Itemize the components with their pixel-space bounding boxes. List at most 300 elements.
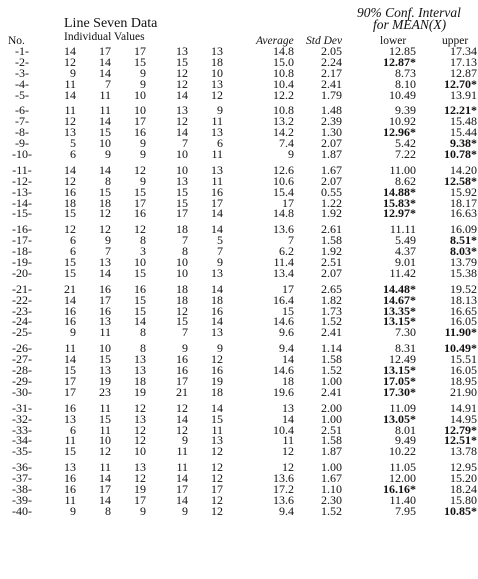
individual-value: 14	[64, 292, 76, 307]
stddev-value: 1.82	[321, 292, 342, 307]
table-subtitle: Individual Values	[64, 31, 145, 43]
upper-bound-value: 14.20	[450, 162, 477, 177]
individual-value: 11	[176, 444, 188, 459]
average-value: 9.4	[279, 503, 294, 518]
stddev-value: 1.48	[321, 103, 342, 118]
lower-bound-value: 7.95	[395, 503, 416, 518]
individual-value: 9	[140, 147, 146, 162]
upper-bound-value: 16.05	[450, 363, 477, 378]
stddev-value: 1.14	[321, 341, 342, 356]
stddev-value: 1.00	[321, 373, 342, 388]
individual-value: 16	[176, 363, 188, 378]
row-number: -34-	[12, 433, 32, 448]
upper-bound-value: 10.49*	[444, 341, 477, 356]
average-value: 17	[282, 281, 294, 296]
individual-value: 12	[64, 114, 76, 129]
individual-value: 17	[134, 114, 146, 129]
upper-bound-value: 15.92	[450, 184, 477, 199]
individual-value: 18	[99, 195, 111, 210]
individual-value: 15	[64, 265, 76, 280]
row-number: -20-	[12, 265, 32, 280]
individual-value: 13	[176, 44, 188, 58]
individual-value: 15	[64, 206, 76, 221]
row-group	[0, 343, 478, 397]
individual-value: 12	[99, 444, 111, 459]
individual-value: 10	[134, 87, 146, 102]
individual-value: 14	[211, 400, 223, 415]
individual-value: 12	[176, 65, 188, 80]
row-number: -19-	[12, 255, 32, 270]
individual-value: 16	[134, 206, 146, 221]
individual-value: 6	[70, 147, 76, 162]
individual-value: 18	[211, 384, 223, 399]
individual-value: 9	[182, 503, 188, 518]
row-number: -9-	[15, 136, 29, 151]
individual-value: 14	[211, 281, 223, 296]
stddev-value: 0.55	[321, 184, 342, 199]
individual-value: 19	[134, 481, 146, 496]
stddev-value: 2.41	[321, 384, 342, 399]
individual-value: 14	[64, 352, 76, 367]
row-group	[0, 281, 478, 340]
upper-bound-value: 16.65	[450, 303, 477, 318]
individual-value: 14	[99, 54, 111, 69]
individual-value: 11	[99, 325, 111, 340]
stddev-value: 2.07	[321, 173, 342, 188]
individual-value: 7	[105, 76, 111, 91]
stddev-value: 2.61	[321, 222, 342, 237]
individual-value: 15	[211, 411, 223, 426]
data-rows	[0, 46, 478, 522]
individual-value: 10	[176, 162, 188, 177]
individual-value: 13	[64, 460, 76, 475]
average-value: 13.2	[273, 114, 294, 129]
row-number: -18-	[12, 244, 32, 259]
individual-value: 11	[99, 87, 111, 102]
lower-bound-value: 11.05	[389, 460, 416, 475]
lower-bound-value: 8.31	[395, 341, 416, 356]
row-group	[0, 103, 478, 162]
lower-bound-value: 17.30*	[383, 384, 416, 399]
individual-value: 12	[134, 433, 146, 448]
stddev-value: 1.58	[321, 433, 342, 448]
individual-value: 12	[64, 54, 76, 69]
individual-value: 15	[176, 184, 188, 199]
lower-bound-value: 12.49	[389, 352, 416, 367]
lower-bound-value: 13.35*	[383, 303, 416, 318]
average-value: 14	[282, 411, 294, 426]
row-number: -29-	[12, 373, 32, 388]
average-value: 10.8	[273, 103, 294, 118]
lower-bound-value: 4.37	[395, 244, 416, 259]
upper-bound-value: 13.91	[450, 87, 477, 102]
individual-value: 18	[211, 292, 223, 307]
individual-value: 9	[70, 503, 76, 518]
individual-value: 16	[64, 314, 76, 329]
individual-value: 11	[64, 433, 76, 448]
individual-value: 12	[211, 444, 223, 459]
individual-value: 17	[64, 384, 76, 399]
individual-value: 10	[176, 265, 188, 280]
individual-value: 11	[99, 460, 111, 475]
upper-bound-value: 21.90	[450, 384, 477, 399]
lower-bound-value: 11.42	[389, 265, 416, 280]
stddev-value: 2.30	[321, 492, 342, 507]
individual-value: 13	[134, 460, 146, 475]
individual-value: 13	[211, 265, 223, 280]
row-group	[0, 162, 478, 221]
lower-bound-value: 13.15*	[383, 314, 416, 329]
stddev-value: 1.73	[321, 303, 342, 318]
upper-bound-value: 12.51*	[444, 433, 477, 448]
table-row	[0, 149, 478, 160]
individual-value: 12	[134, 471, 146, 486]
individual-value: 16	[211, 363, 223, 378]
row-number: -12-	[12, 173, 32, 188]
individual-value: 12	[176, 422, 188, 437]
individual-value: 12	[211, 471, 223, 486]
individual-value: 15	[99, 352, 111, 367]
upper-bound-value: 18.17	[450, 195, 477, 210]
stddev-value: 2.65	[321, 281, 342, 296]
average-value: 14.2	[273, 125, 294, 140]
individual-value: 14	[99, 114, 111, 129]
individual-value: 21	[64, 281, 76, 296]
row-number: -22-	[12, 292, 32, 307]
lower-bound-value: 8.62	[395, 173, 416, 188]
stddev-value: 1.92	[321, 206, 342, 221]
row-number: -26-	[12, 341, 32, 356]
row-group	[0, 400, 478, 459]
individual-value: 14	[99, 162, 111, 177]
individual-value: 16	[64, 400, 76, 415]
individual-value: 15	[64, 444, 76, 459]
average-value: 17	[282, 195, 294, 210]
lower-bound-value: 12.97*	[383, 206, 416, 221]
stddev-value: 1.67	[321, 471, 342, 486]
lower-bound-value: 12.85	[389, 44, 416, 58]
average-value: 10.8	[273, 65, 294, 80]
row-number: -1-	[15, 44, 29, 58]
individual-value: 15	[134, 54, 146, 69]
individual-value: 17	[99, 292, 111, 307]
stddev-value: 2.07	[321, 265, 342, 280]
individual-value: 12	[64, 222, 76, 237]
stddev-value: 1.58	[321, 233, 342, 248]
row-number: -40-	[12, 503, 32, 518]
lower-bound-value: 11.40	[389, 492, 416, 507]
individual-value: 19	[211, 373, 223, 388]
average-value: 12	[282, 460, 294, 475]
row-number: -25-	[12, 325, 32, 340]
individual-value: 16	[211, 303, 223, 318]
individual-value: 7	[105, 244, 111, 259]
individual-value: 13	[211, 325, 223, 340]
individual-value: 8	[140, 233, 146, 248]
individual-value: 12	[211, 503, 223, 518]
individual-value: 13	[211, 125, 223, 140]
individual-value: 17	[99, 44, 111, 58]
average-value: 7	[288, 233, 294, 248]
individual-value: 14	[99, 65, 111, 80]
average-value: 10.6	[273, 173, 294, 188]
lower-bound-value: 8.10	[395, 76, 416, 91]
individual-value: 10	[99, 341, 111, 356]
individual-value: 11	[64, 103, 76, 118]
row-number: -21-	[12, 281, 32, 296]
upper-bound-value: 15.38	[450, 265, 477, 280]
upper-bound-value: 12.21*	[444, 103, 477, 118]
individual-value: 17	[211, 481, 223, 496]
average-value: 13.6	[273, 492, 294, 507]
row-number: -30-	[12, 384, 32, 399]
individual-value: 13	[211, 162, 223, 177]
individual-value: 12	[176, 76, 188, 91]
average-value: 15.4	[273, 184, 294, 199]
individual-value: 9	[140, 173, 146, 188]
individual-value: 8	[140, 325, 146, 340]
confidence-interval-header: 90% Conf. Interval	[357, 5, 461, 20]
average-value: 13.4	[273, 265, 294, 280]
stddev-value: 1.52	[321, 314, 342, 329]
upper-bound-value: 18.95	[450, 373, 477, 388]
individual-value: 11	[211, 173, 223, 188]
upper-bound-value: 14.91	[450, 400, 477, 415]
average-value: 14.8	[273, 44, 294, 58]
lower-bound-value: 15.83*	[383, 195, 416, 210]
individual-value: 18	[211, 54, 223, 69]
individual-value: 12	[211, 492, 223, 507]
stddev-value: 2.17	[321, 65, 342, 80]
table-row	[0, 503, 478, 518]
stddev-value: 2.51	[321, 422, 342, 437]
individual-value: 14	[176, 125, 188, 140]
individual-value: 13	[211, 76, 223, 91]
individual-value: 21	[176, 384, 188, 399]
individual-value: 5	[70, 136, 76, 151]
row-number: -24-	[12, 314, 32, 329]
average-value: 14.8	[273, 206, 294, 221]
individual-value: 10	[176, 147, 188, 162]
individual-value: 13	[134, 363, 146, 378]
lower-bound-value: 10.22	[389, 444, 416, 459]
stddev-column-header: Std Dev	[306, 35, 343, 47]
individual-value: 19	[134, 384, 146, 399]
lower-bound-value: 12.00	[389, 471, 416, 486]
individual-value: 14	[211, 206, 223, 221]
table-row	[0, 384, 478, 399]
row-number: -3-	[15, 65, 29, 80]
individual-value: 17	[134, 492, 146, 507]
individual-value: 10	[176, 255, 188, 270]
stddev-value: 2.07	[321, 136, 342, 151]
upper-bound-value: 12.70*	[444, 76, 477, 91]
individual-value: 13	[134, 352, 146, 367]
stddev-value: 2.05	[321, 44, 342, 58]
individual-value: 14	[176, 87, 188, 102]
lower-bound-value: 7.30	[395, 325, 416, 340]
stddev-value: 2.39	[321, 114, 342, 129]
lower-bound-value: 11.00	[389, 162, 416, 177]
lower-bound-value: 12.96*	[383, 125, 416, 140]
upper-bound-value: 16.63	[450, 206, 477, 221]
stddev-value: 2.41	[321, 76, 342, 91]
upper-bound-value: 12.95	[450, 460, 477, 475]
individual-value: 18	[176, 281, 188, 296]
row-number: -6-	[15, 103, 29, 118]
lower-bound-value: 11.09	[389, 400, 416, 415]
individual-value: 17	[176, 373, 188, 388]
individual-value: 17	[176, 481, 188, 496]
individual-value: 8	[182, 244, 188, 259]
upper-bound-value: 19.52	[450, 281, 477, 296]
average-value: 7.4	[279, 136, 294, 151]
individual-value: 9	[217, 341, 223, 356]
individual-value: 9	[140, 65, 146, 80]
individual-value: 15	[176, 314, 188, 329]
individual-value: 10	[134, 103, 146, 118]
upper-bound-value: 15.20	[450, 471, 477, 486]
lower-bound-value: 9.39	[395, 103, 416, 118]
individual-value: 6	[217, 136, 223, 151]
individual-value: 9	[217, 103, 223, 118]
individual-value: 12	[211, 460, 223, 475]
stddev-value: 1.52	[321, 503, 342, 518]
stddev-value: 1.79	[321, 87, 342, 102]
stddev-value: 1.00	[321, 411, 342, 426]
average-value: 14	[282, 352, 294, 367]
stddev-value: 2.00	[321, 400, 342, 415]
row-number: -28-	[12, 363, 32, 378]
table-row	[0, 265, 478, 280]
individual-value: 6	[70, 233, 76, 248]
lower-bound-value: 8.73	[395, 65, 416, 80]
individual-value: 17	[134, 195, 146, 210]
individual-value: 16	[99, 281, 111, 296]
row-number: -8-	[15, 125, 29, 140]
stddev-value: 1.92	[321, 244, 342, 259]
stddev-value: 1.87	[321, 147, 342, 162]
individual-value: 3	[140, 244, 146, 259]
upper-bound-value: 11.90*	[444, 325, 477, 340]
individual-value: 12	[176, 303, 188, 318]
individual-value: 17	[134, 44, 146, 58]
stddev-value: 2.24	[321, 54, 342, 69]
stddev-value: 1.22	[321, 195, 342, 210]
row-number: -38-	[12, 481, 32, 496]
upper-bound-value: 18.13	[450, 292, 477, 307]
table-row	[0, 87, 478, 102]
average-value: 18	[282, 373, 294, 388]
individual-value: 11	[64, 76, 76, 91]
row-number: -14-	[12, 195, 32, 210]
row-number: -5-	[15, 87, 29, 102]
individual-value: 7	[217, 244, 223, 259]
individual-value: 18	[64, 195, 76, 210]
individual-value: 13	[99, 255, 111, 270]
individual-value: 9	[105, 147, 111, 162]
average-value: 14.6	[273, 363, 294, 378]
row-number: -27-	[12, 352, 32, 367]
individual-value: 8	[105, 503, 111, 518]
individual-value: 13	[211, 44, 223, 58]
average-value: 10.4	[273, 76, 294, 91]
upper-bound-value: 12.87	[450, 65, 477, 80]
individual-value: 23	[99, 384, 111, 399]
individual-value: 12	[134, 222, 146, 237]
upper-bound-value: 17.34	[450, 44, 477, 58]
upper-bound-value: 13.79	[450, 255, 477, 270]
row-group	[0, 462, 478, 516]
average-value: 17.2	[273, 481, 294, 496]
individual-value: 9	[182, 433, 188, 448]
stddev-value: 1.10	[321, 481, 342, 496]
individual-value: 15	[134, 184, 146, 199]
individual-value: 16	[134, 281, 146, 296]
average-value: 11.4	[273, 255, 294, 270]
table-title: Line Seven Data	[64, 16, 158, 31]
stddev-value: 1.58	[321, 352, 342, 367]
row-group	[0, 46, 478, 100]
upper-column-header: upper	[442, 35, 469, 47]
average-value: 9.4	[279, 341, 294, 356]
row-number: -11-	[12, 162, 32, 177]
average-value: 9.6	[279, 325, 294, 340]
individual-value: 19	[99, 373, 111, 388]
average-value: 16.4	[273, 292, 294, 307]
lower-bound-value: 5.49	[395, 233, 416, 248]
individual-value: 12	[211, 352, 223, 367]
individual-value: 7	[182, 233, 188, 248]
upper-bound-value: 15.51	[450, 352, 477, 367]
lower-bound-value: 13.05*	[383, 411, 416, 426]
upper-bound-value: 8.51*	[450, 233, 477, 248]
individual-value: 14	[99, 265, 111, 280]
row-number: -35-	[12, 444, 32, 459]
individual-value: 18	[134, 373, 146, 388]
average-value: 19.6	[273, 384, 294, 399]
individual-value: 11	[99, 422, 111, 437]
average-value: 10.4	[273, 422, 294, 437]
individual-value: 14	[99, 492, 111, 507]
individual-value: 17	[176, 206, 188, 221]
average-value: 13.6	[273, 471, 294, 486]
individual-value: 10	[211, 65, 223, 80]
stddev-value: 1.30	[321, 125, 342, 140]
individual-value: 12	[99, 222, 111, 237]
individual-value: 12	[176, 400, 188, 415]
average-value: 12	[282, 444, 294, 459]
stddev-value: 1.67	[321, 162, 342, 177]
individual-value: 12	[134, 400, 146, 415]
individual-value: 14	[64, 87, 76, 102]
individual-value: 15	[134, 265, 146, 280]
lower-column-header: lower	[380, 35, 407, 47]
individual-value: 11	[99, 103, 111, 118]
individual-value: 9	[140, 136, 146, 151]
individual-value: 9	[217, 255, 223, 270]
individual-value: 9	[70, 65, 76, 80]
upper-bound-value: 12.58*	[444, 173, 477, 188]
lower-bound-value: 14.88*	[383, 184, 416, 199]
individual-value: 7	[182, 325, 188, 340]
average-value: 12.6	[273, 162, 294, 177]
average-value: 15	[282, 303, 294, 318]
individual-value: 15	[134, 292, 146, 307]
row-group	[0, 224, 478, 278]
individual-value: 17	[64, 373, 76, 388]
individual-value: 14	[64, 44, 76, 58]
